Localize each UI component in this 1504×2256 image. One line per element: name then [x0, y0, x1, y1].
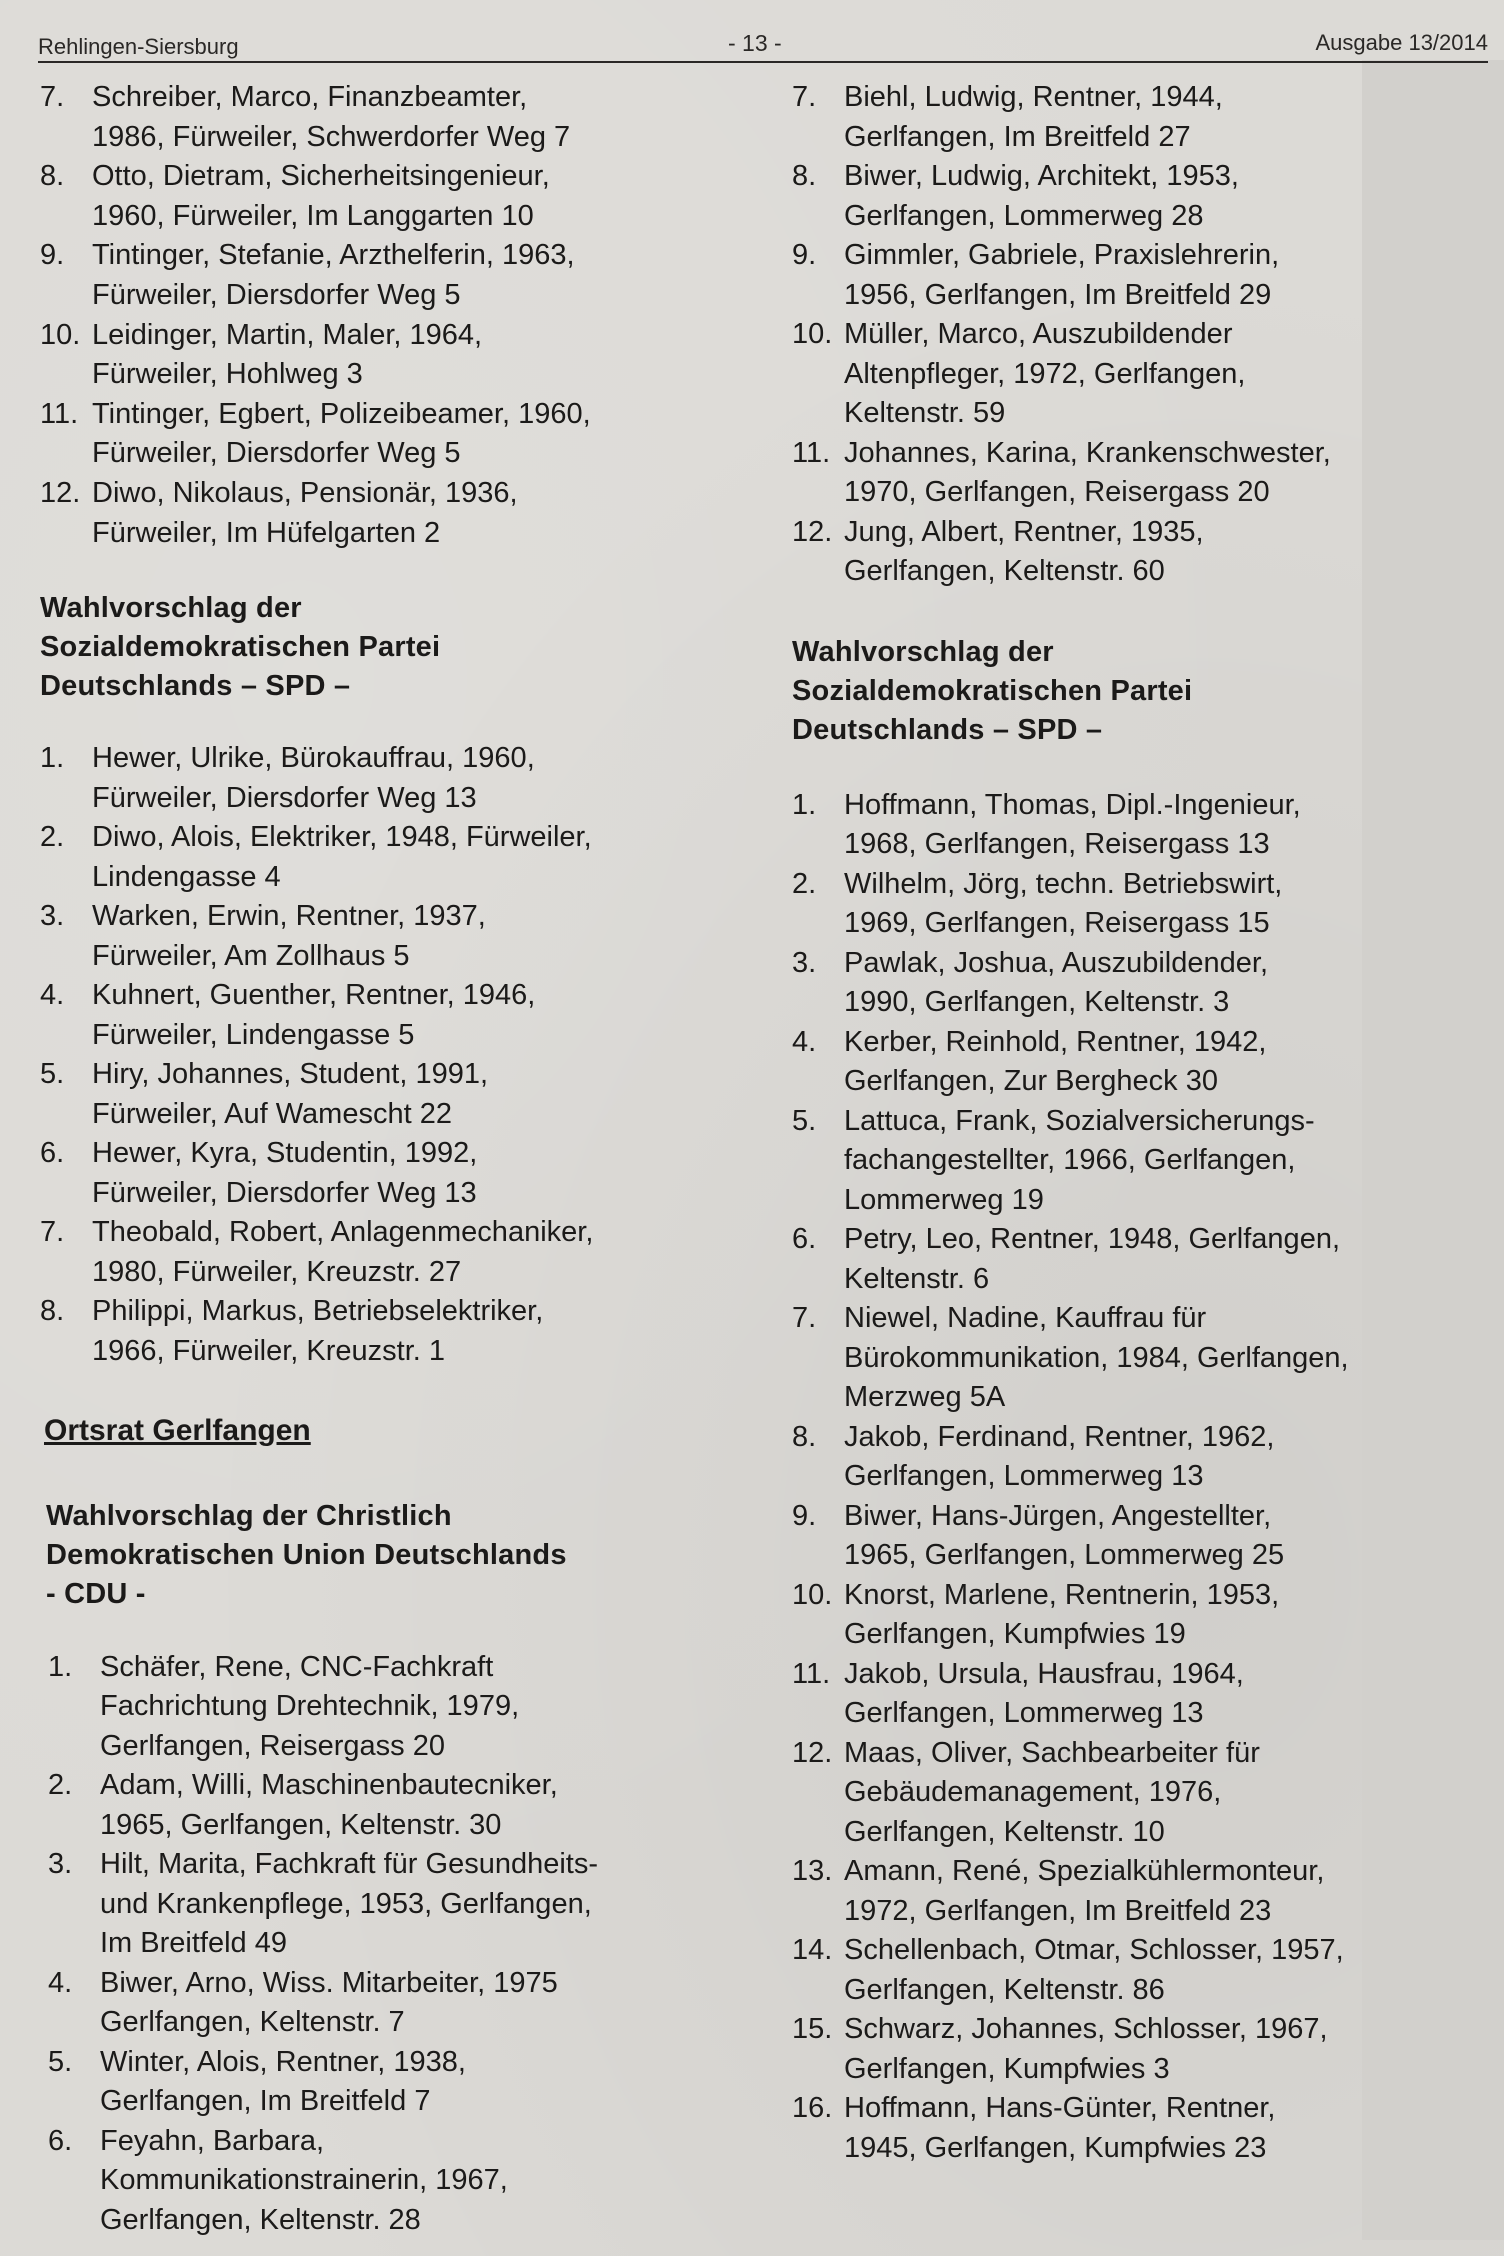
candidate-number: 1.	[792, 788, 817, 821]
candidate-number: 3.	[48, 1848, 73, 1881]
candidate-text-line: Biwer, Ludwig, Architekt, 1953,	[844, 160, 1239, 192]
candidate-text-line: Jakob, Ferdinand, Rentner, 1962,	[844, 1420, 1275, 1453]
candidate-text-line: Schellenbach, Otmar, Schlosser, 1957,	[844, 1934, 1344, 1966]
candidate-text-line: Feyahn, Barbara,	[100, 2124, 325, 2157]
candidate-text-line: Maas, Oliver, Sachbearbeiter für	[844, 1736, 1260, 1769]
candidate-text-line: Philippi, Markus, Betriebselektriker,	[92, 1295, 544, 1328]
header-town: Rehlingen-Siersburg	[38, 34, 239, 59]
candidate-entry	[792, 944, 1472, 1023]
page-header	[38, 28, 1488, 60]
candidate-text-line: Fürweiler, Hohlweg 3	[92, 358, 363, 391]
candidate-entry	[792, 1576, 1472, 1655]
candidate-text-line: 1960, Fürweiler, Im Langgarten 10	[92, 199, 534, 232]
candidate-text-line: Gerlfangen, Zur Bergheck 30	[844, 1065, 1218, 1097]
heading-line: Demokratischen Union Deutschlands	[46, 1538, 567, 1571]
candidate-text-line: Gerlfangen, Keltenstr. 10	[844, 1815, 1165, 1848]
candidate-list-cdu-gerlfangen	[40, 1648, 730, 2241]
candidate-text-line: Fürweiler, Im Hüfelgarten 2	[92, 516, 441, 549]
candidate-entry	[792, 513, 1472, 592]
candidate-number: 5.	[48, 2045, 73, 2078]
candidate-text-line: Gerlfangen, Keltenstr. 28	[100, 2203, 421, 2236]
candidate-number: 15.	[792, 2013, 833, 2045]
candidate-number: 6.	[48, 2124, 73, 2157]
candidate-text-line: 1968, Gerlfangen, Reisergass 13	[844, 828, 1270, 860]
candidate-number: 12.	[792, 515, 833, 548]
candidate-number: 8.	[792, 160, 817, 192]
candidate-text-line: Keltenstr. 59	[844, 397, 1006, 429]
candidate-text-line: 1970, Gerlfangen, Reisergass 20	[844, 476, 1270, 508]
candidate-number: 13.	[792, 1855, 833, 1887]
candidate-number: 16.	[792, 2092, 833, 2124]
candidate-text-line: Jung, Albert, Rentner, 1935,	[844, 515, 1204, 548]
section-title-ortsrat: Ortsrat Gerlfangen	[44, 1414, 311, 1448]
candidate-number: 10.	[40, 318, 81, 351]
candidate-text-line: Fürweiler, Auf Wamescht 22	[92, 1097, 452, 1130]
candidate-number: 7.	[792, 81, 817, 113]
candidate-text-line: Gerlfangen, Lommerweg 13	[844, 1697, 1204, 1729]
candidate-entry	[792, 1852, 1472, 1931]
candidate-entry	[40, 1055, 730, 1134]
candidate-number: 11.	[40, 397, 79, 430]
candidate-text-line: Biehl, Ludwig, Rentner, 1944,	[844, 81, 1223, 113]
candidate-text-line: Biwer, Arno, Wiss. Mitarbeiter, 1975	[100, 1966, 558, 1999]
candidate-entry	[48, 1845, 730, 1964]
candidate-number: 1.	[40, 742, 65, 775]
header-issue: Ausgabe 13/2014	[1315, 30, 1488, 55]
candidate-text-line: Gerlfangen, Im Breitfeld 27	[844, 120, 1191, 153]
candidate-entry	[792, 1734, 1472, 1853]
candidate-text-line: 1965, Gerlfangen, Keltenstr. 30	[100, 1808, 502, 1841]
candidate-text-line: Lindengasse 4	[92, 860, 281, 893]
heading-spd-gerlfangen	[792, 633, 1472, 750]
candidate-text-line: Theobald, Robert, Anlagenmechaniker,	[92, 1216, 594, 1249]
candidate-entry	[792, 2010, 1472, 2089]
candidate-text-line: Hiry, Johannes, Student, 1991,	[92, 1058, 489, 1091]
candidate-entry	[40, 474, 730, 553]
candidate-number: 10.	[792, 1578, 833, 1611]
candidate-number: 8.	[40, 160, 65, 193]
heading-line: Wahlvorschlag der	[40, 592, 302, 625]
heading-line: Sozialdemokratischen Partei	[40, 631, 441, 664]
candidate-entry	[792, 157, 1472, 236]
candidate-entry	[40, 236, 730, 315]
candidate-entry	[48, 1766, 730, 1845]
candidate-entry	[40, 976, 730, 1055]
candidate-text-line: Adam, Willi, Maschinenbautecniker,	[100, 1769, 558, 1802]
candidate-entry	[792, 1220, 1472, 1299]
candidate-entry	[40, 897, 730, 976]
candidate-text-line: Niewel, Nadine, Kauffrau für	[844, 1302, 1207, 1334]
heading-line: - CDU -	[46, 1577, 146, 1610]
candidate-number: 4.	[792, 1025, 817, 1058]
candidate-text-line: 1945, Gerlfangen, Kumpfwies 23	[844, 2131, 1267, 2164]
heading-line: Wahlvorschlag der Christlich	[46, 1499, 452, 1532]
candidate-text-line: Gebäudemanagement, 1976,	[844, 1776, 1222, 1808]
candidate-text-line: Keltenstr. 6	[844, 1262, 990, 1295]
candidate-text-line: Hewer, Kyra, Studentin, 1992,	[92, 1137, 478, 1170]
candidate-text-line: Lommerweg 19	[844, 1183, 1044, 1216]
candidate-entry	[792, 1497, 1472, 1576]
candidate-number: 12.	[792, 1736, 833, 1769]
candidate-number: 9.	[792, 1499, 817, 1532]
candidate-entry	[792, 1023, 1472, 1102]
candidate-entry	[792, 236, 1472, 315]
candidate-text-line: Schäfer, Rene, CNC-Fachkraft	[100, 1650, 494, 1683]
candidate-text-line: Otto, Dietram, Sicherheitsingenieur,	[92, 160, 550, 193]
candidate-text-line: Diwo, Alois, Elektriker, 1948, Fürweiler,	[92, 821, 592, 854]
candidate-text-line: Biwer, Hans-Jürgen, Angestellter,	[844, 1499, 1272, 1532]
candidate-text-line: Fürweiler, Diersdorfer Weg 5	[92, 278, 461, 311]
candidate-text-line: Knorst, Marlene, Rentnerin, 1953,	[844, 1578, 1280, 1611]
candidate-number: 4.	[40, 979, 65, 1012]
candidate-text-line: Johannes, Karina, Krankenschwester,	[844, 436, 1331, 469]
candidate-entry	[40, 1292, 730, 1371]
candidate-text-line: Kuhnert, Guenther, Rentner, 1946,	[92, 979, 536, 1012]
candidate-entry	[40, 739, 730, 818]
candidate-entry	[40, 78, 730, 157]
candidate-text-line: Gerlfangen, Kumpfwies 3	[844, 2052, 1170, 2085]
candidate-text-line: Amann, René, Spezialkühlermonteur,	[844, 1855, 1325, 1887]
candidate-number: 7.	[40, 81, 65, 113]
candidate-entry	[48, 1964, 730, 2043]
candidate-entry	[40, 157, 730, 236]
candidate-number: 12.	[40, 476, 81, 509]
candidate-text-line: Gerlfangen, Lommerweg 28	[844, 199, 1204, 232]
candidate-number: 8.	[40, 1295, 65, 1328]
heading-spd-fuerweiler	[40, 589, 730, 706]
candidate-text-line: Jakob, Ursula, Hausfrau, 1964,	[844, 1657, 1244, 1690]
candidate-number: 6.	[40, 1137, 65, 1170]
candidate-entry	[792, 2089, 1472, 2168]
candidate-entry	[40, 316, 730, 395]
candidate-entry	[48, 1648, 730, 1767]
candidate-entry	[40, 1134, 730, 1213]
candidate-entry	[40, 395, 730, 474]
candidate-number: 11.	[792, 436, 831, 469]
candidate-text-line: Gerlfangen, Keltenstr. 60	[844, 555, 1165, 587]
candidate-entry	[40, 1213, 730, 1292]
candidate-list-spd-fuerweiler	[40, 739, 730, 1371]
right-column	[792, 78, 1472, 2168]
candidate-text-line: 1972, Gerlfangen, Im Breitfeld 23	[844, 1894, 1272, 1927]
candidate-number: 4.	[48, 1966, 73, 1999]
candidate-text-line: Fachrichtung Drehtechnik, 1979,	[100, 1690, 520, 1723]
candidate-text-line: Pawlak, Joshua, Auszubildender,	[844, 946, 1268, 979]
candidate-text-line: Fürweiler, Am Zollhaus 5	[92, 939, 410, 972]
candidate-number: 5.	[40, 1058, 65, 1091]
candidate-entry	[792, 315, 1472, 434]
candidate-text-line: 1986, Fürweiler, Schwerdorfer Weg 7	[92, 120, 571, 153]
candidate-text-line: Hilt, Marita, Fachkraft für Gesundheits-	[100, 1848, 598, 1881]
candidate-text-line: Schreiber, Marco, Finanzbeamter,	[92, 81, 528, 113]
candidate-text-line: 1980, Fürweiler, Kreuzstr. 27	[92, 1255, 462, 1288]
left-column	[40, 78, 730, 2240]
candidate-text-line: Diwo, Nikolaus, Pensionär, 1936,	[92, 476, 518, 509]
candidate-text-line: 1969, Gerlfangen, Reisergass 15	[844, 907, 1270, 939]
candidate-text-line: 1966, Fürweiler, Kreuzstr. 1	[92, 1334, 445, 1367]
candidate-text-line: Gerlfangen, Keltenstr. 86	[844, 1973, 1165, 2006]
candidate-text-line: Gerlfangen, Kumpfwies 19	[844, 1618, 1186, 1650]
candidate-number: 1.	[48, 1650, 73, 1683]
candidate-text-line: Hoffmann, Thomas, Dipl.-Ingenieur,	[844, 788, 1301, 821]
candidate-number: 11.	[792, 1657, 831, 1690]
candidate-text-line: Gerlfangen, Reisergass 20	[100, 1729, 445, 1762]
candidate-text-line: Wilhelm, Jörg, techn. Betriebswirt,	[844, 867, 1283, 900]
candidate-number: 9.	[792, 239, 817, 271]
candidate-text-line: Gimmler, Gabriele, Praxislehrerin,	[844, 239, 1280, 271]
candidate-text-line: Fürweiler, Diersdorfer Weg 5	[92, 437, 461, 470]
candidate-list-cdu-fuerweiler-cont	[40, 78, 730, 553]
candidate-entry	[48, 2043, 730, 2122]
candidate-text-line: Tintinger, Stefanie, Arzthelferin, 1963,	[92, 239, 575, 272]
candidate-entry	[792, 78, 1472, 157]
candidate-entry	[792, 434, 1472, 513]
candidate-number: 2.	[792, 867, 817, 900]
candidate-text-line: Fürweiler, Lindengasse 5	[92, 1018, 415, 1051]
candidate-text-line: Hewer, Ulrike, Bürokauffrau, 1960,	[92, 742, 535, 775]
candidate-number: 14.	[792, 1934, 833, 1966]
candidate-number: 2.	[40, 821, 65, 854]
candidate-text-line: 1956, Gerlfangen, Im Breitfeld 29	[844, 278, 1272, 311]
candidate-text-line: Merzweg 5A	[844, 1381, 1006, 1413]
candidate-number: 7.	[40, 1216, 65, 1249]
candidate-number: 10.	[792, 318, 833, 350]
candidate-text-line: Fürweiler, Diersdorfer Weg 13	[92, 781, 477, 814]
candidate-number: 7.	[792, 1302, 817, 1334]
candidate-list-spd-gerlfangen	[792, 786, 1472, 2169]
candidate-number: 2.	[48, 1769, 73, 1802]
candidate-text-line: Fürweiler, Diersdorfer Weg 13	[92, 1176, 477, 1209]
candidate-number: 3.	[40, 900, 65, 933]
candidate-text-line: 1965, Gerlfangen, Lommerweg 25	[844, 1539, 1285, 1571]
header-divider	[38, 61, 1488, 63]
header-page-number: - 13 -	[728, 30, 782, 56]
candidate-text-line: Kommunikationstrainerin, 1967,	[100, 2164, 508, 2197]
candidate-text-line: Leidinger, Martin, Maler, 1964,	[92, 318, 483, 351]
candidate-text-line: Bürokommunikation, 1984, Gerlfangen,	[844, 1341, 1349, 1374]
candidate-text-line: Gerlfangen, Im Breitfeld 7	[100, 2085, 431, 2118]
heading-line: Wahlvorschlag der	[792, 635, 1054, 668]
candidate-text-line: Müller, Marco, Auszubildender	[844, 318, 1233, 350]
candidate-number: 5.	[792, 1104, 817, 1137]
candidate-entry	[48, 2122, 730, 2241]
candidate-number: 8.	[792, 1420, 817, 1453]
candidate-text-line: Warken, Erwin, Rentner, 1937,	[92, 900, 486, 933]
candidate-text-line: 1990, Gerlfangen, Keltenstr. 3	[844, 986, 1230, 1018]
candidate-text-line: Winter, Alois, Rentner, 1938,	[100, 2045, 466, 2078]
candidate-text-line: und Krankenpflege, 1953, Gerlfangen,	[100, 1887, 592, 1920]
candidate-text-line: Hoffmann, Hans-Günter, Rentner,	[844, 2092, 1276, 2124]
candidate-text-line: Petry, Leo, Rentner, 1948, Gerlfangen,	[844, 1223, 1341, 1255]
candidate-entry	[40, 818, 730, 897]
candidate-entry	[792, 1931, 1472, 2010]
candidate-entry	[792, 1299, 1472, 1418]
candidate-text-line: Gerlfangen, Lommerweg 13	[844, 1460, 1204, 1492]
candidate-text-line: Gerlfangen, Keltenstr. 7	[100, 2006, 405, 2039]
candidate-entry	[792, 865, 1472, 944]
heading-cdu-gerlfangen	[40, 1497, 730, 1614]
candidate-text-line: Tintinger, Egbert, Polizeibeamer, 1960,	[92, 397, 591, 430]
candidate-text-line: fachangestellter, 1966, Gerlfangen,	[844, 1144, 1296, 1176]
candidate-list-cdu-gerlfangen-cont	[792, 78, 1472, 592]
heading-line: Sozialdemokratischen Partei	[792, 674, 1193, 707]
candidate-text-line: Im Breitfeld 49	[100, 1927, 287, 1960]
heading-line: Deutschlands – SPD –	[792, 713, 1103, 746]
candidate-number: 9.	[40, 239, 65, 272]
candidate-entry	[792, 1418, 1472, 1497]
candidate-text-line: Kerber, Reinhold, Rentner, 1942,	[844, 1025, 1267, 1058]
candidate-text-line: Altenpfleger, 1972, Gerlfangen,	[844, 357, 1246, 390]
candidate-number: 6.	[792, 1223, 817, 1255]
candidate-number: 3.	[792, 946, 817, 979]
heading-line: Deutschlands – SPD –	[40, 670, 351, 703]
candidate-entry	[792, 1102, 1472, 1221]
candidate-text-line: Schwarz, Johannes, Schlosser, 1967,	[844, 2013, 1328, 2045]
candidate-entry	[792, 786, 1472, 865]
candidate-entry	[792, 1655, 1472, 1734]
candidate-text-line: Lattuca, Frank, Sozialversicherungs-	[844, 1104, 1315, 1137]
